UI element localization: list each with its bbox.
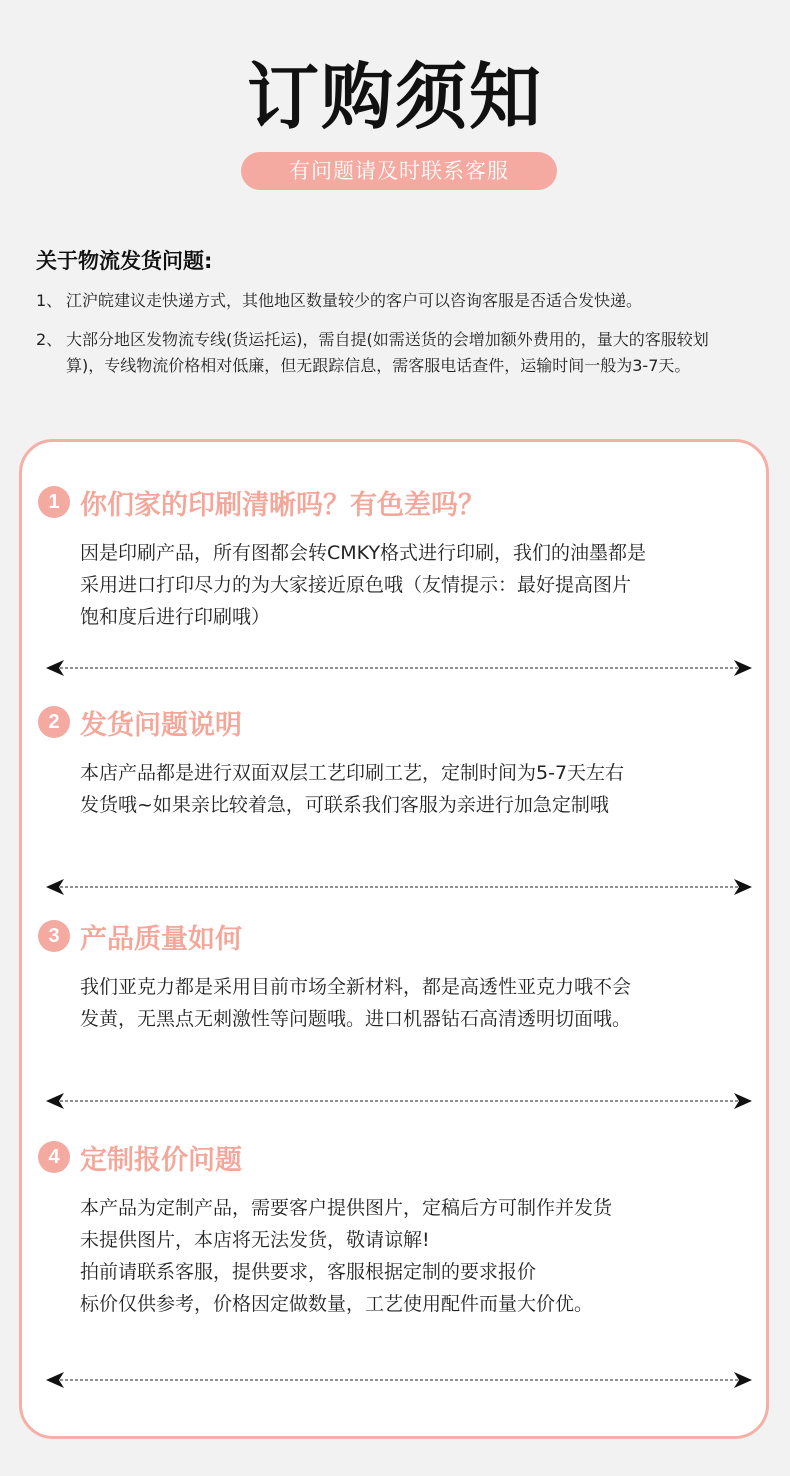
- page-title: 订购须知: [246, 55, 543, 139]
- double-arrow-divider: [46, 877, 752, 897]
- body-line: 标价仅供参考，价格因定做数量，工艺使用配件而量大价优。: [80, 1293, 594, 1315]
- body-line: 未提供图片，本店将无法发货，敬请谅解!: [80, 1229, 430, 1251]
- section-header-3: [38, 918, 242, 954]
- body-line: 本产品为定制产品，需要客户提供图片，定稿后方可制作并发货: [80, 1197, 613, 1219]
- section-header-4: [38, 1139, 242, 1175]
- logistics-item-text: 大部分地区发物流专线(货运托运)，需自提(如需送货的会增加额外费用的，量大的客服较划算)，专线物流价格相对低廉，但无跟踪信息，需客服电话查件，运输时间一般为3-7天。: [66, 330, 709, 375]
- body-line: 采用进口打印尽力的为大家接近原色哦（友情提示：最好提高图片: [80, 574, 632, 596]
- contact-service-pill: 有问题请及时联系客服: [241, 152, 557, 190]
- body-line: 发货哦~如果亲比较着急，可联系我们客服为亲进行加急定制哦: [80, 794, 609, 816]
- section-body-2: [80, 757, 730, 821]
- number-badge-1: 1: [38, 486, 70, 518]
- logistics-item-1: [36, 288, 736, 314]
- body-line: 发黄，无黑点无刺激性等问题哦。进口机器钻石高清透明切面哦。: [80, 1008, 632, 1030]
- section-title: 你们家的印刷清晰吗？有色差吗？: [80, 489, 485, 521]
- number-badge-3: 3: [38, 920, 70, 952]
- section-body-3: [80, 971, 730, 1035]
- logistics-item-text: 江沪皖建议走快递方式，其他地区数量较少的客户可以咨询客服是否适合发快递。: [66, 291, 643, 310]
- double-arrow-divider: [46, 1091, 752, 1111]
- body-line: 因是印刷产品，所有图都会转CMKY格式进行印刷，我们的油墨都是: [80, 542, 647, 564]
- section-body-4: [80, 1192, 730, 1320]
- section-header-1: [38, 484, 485, 520]
- logistics-heading: 关于物流发货问题:: [36, 249, 213, 273]
- number-badge-4: 4: [38, 1141, 70, 1173]
- section-title: 产品质量如何: [80, 923, 242, 955]
- section-title: 发货问题说明: [80, 709, 242, 741]
- logistics-item-2: [36, 327, 736, 379]
- section-body-1: [80, 537, 730, 633]
- section-header-2: [38, 704, 242, 740]
- logistics-item-number: 2、: [36, 330, 63, 349]
- section-title: 定制报价问题: [80, 1144, 242, 1176]
- body-line: 拍前请联系客服，提供要求，客服根据定制的要求报价: [80, 1261, 537, 1283]
- logistics-item-number: 1、: [36, 291, 63, 310]
- body-line: 饱和度后进行印刷哦）: [80, 606, 271, 628]
- body-line: 我们亚克力都是采用目前市场全新材料，都是高透性亚克力哦不会: [80, 976, 632, 998]
- double-arrow-divider: [46, 1370, 752, 1390]
- double-arrow-divider: [46, 658, 752, 678]
- body-line: 本店产品都是进行双面双层工艺印刷工艺，定制时间为5-7天左右: [80, 762, 625, 784]
- number-badge-2: 2: [38, 706, 70, 738]
